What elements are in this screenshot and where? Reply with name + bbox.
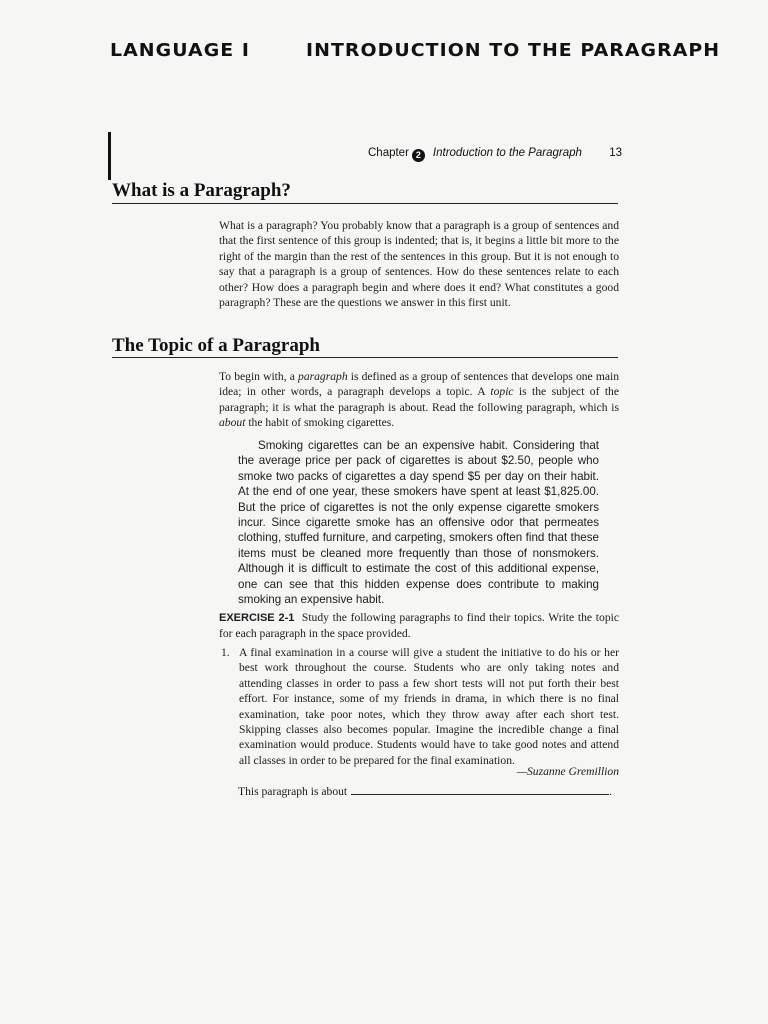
running-head [368, 147, 622, 162]
attribution: —Suzanne Gremillion [516, 765, 619, 778]
exercise-instructions: EXERCISE 2-1 Study the following paragraphs to find their topics. Write the topic for each paragraph in the space provided. [219, 611, 619, 641]
chapter-number-badge: 2 [412, 149, 425, 162]
sample-paragraph: Smoking cigarettes can be an expensive habit. Considering that the average price per pack of cigarettes is about $2.50, people who smoke two packs of cigarettes a day spend $5 per day on their habit. At the end of one year, these smokers have spent at least $1,825.00. But the price of cigarettes is not the only expense cigarette smokers incur. Since cigarette smoke has an offensive odor that permeates clothing, stuffed furniture, and carpeting, smokers often find that these items must be cleaned more frequently than those of nonsmokers. Although it is difficult to estimate the cost of this additional expense, one can see that this hidden expense does contribute to making smoking an expensive habit. [238, 439, 599, 607]
section-title-what-is-paragraph: What is a Paragraph? [112, 180, 291, 201]
chapter-label: Chapter [368, 147, 409, 159]
section-title-topic: The Topic of a Paragraph [112, 335, 320, 356]
section-rule [112, 203, 618, 204]
exercise-item [221, 645, 619, 768]
section1-body: What is a paragraph? You probably know that a paragraph is a group of sentences and that the first sentence of this group is indented; that is, it begins a little bit more to the right of the margin than the rest of the sentences in this group. But it is not enough to say that a paragraph is a group of sentences. How do these sentences relate to each other? How does a paragraph begin and where does it end? What constitutes a good paragraph? These are the questions we answer in this first unit. [219, 219, 619, 310]
margin-mark [108, 132, 111, 180]
page-header-left: LANGUAGE I [110, 40, 250, 61]
section2-intro: To begin with, a paragraph is defined as a group of sentences that develops one main idea; in other words, a paragraph develops a topic. A topic is the subject of the paragraph; it is what the paragraph is about. Read the following paragraph, which is about the habit of smoking cigarettes. [219, 370, 619, 430]
page-header-right: INTRODUCTION TO THE PARAGRAPH [306, 40, 721, 61]
item-text: A final examination in a course will give a student the initiative to do his or her best work throughout the course. Students who are only taking notes and attending classes in order to pass a few short tests will not put forth their best effort. For instance, some of my friends in drama, in which there is no final examination, take poor notes, which they throw away after each short test. Skipping classes also becomes popular. Imagine the incredible change a final examination would produce. Students would have to take good notes and attend all classes in order to be prepared for the final examination. [239, 646, 619, 767]
page-number: 13 [609, 147, 622, 159]
exercise-label: EXERCISE 2-1 [219, 612, 295, 624]
chapter-title: Introduction to the Paragraph [432, 147, 582, 159]
answer-blank[interactable] [351, 784, 609, 795]
item-number: 1. [221, 646, 230, 659]
answer-prompt: This paragraph is about . [238, 785, 613, 798]
section-rule [112, 357, 618, 358]
